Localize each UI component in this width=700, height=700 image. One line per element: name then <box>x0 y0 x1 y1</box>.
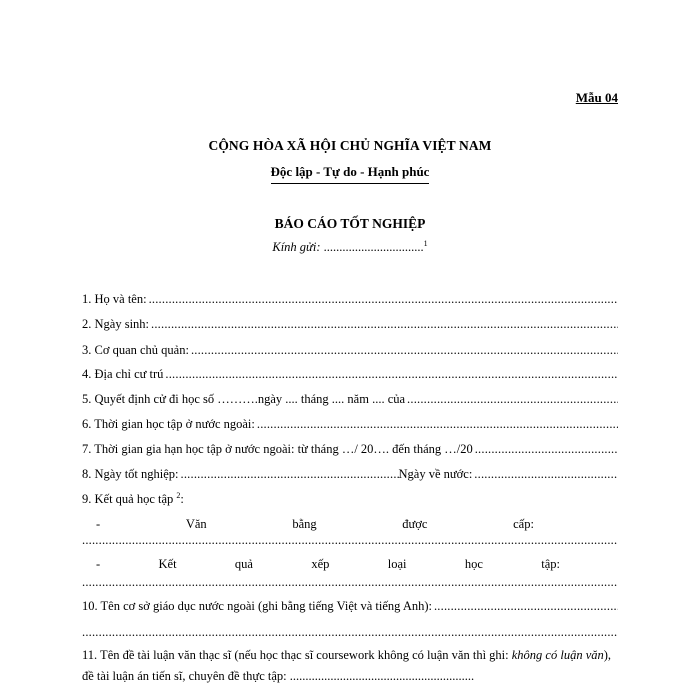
field-thesis-italic: không có luận văn <box>511 648 604 662</box>
fill-line[interactable] <box>82 532 618 548</box>
degree-word: được <box>402 517 428 531</box>
field-return-label: Ngày về nước: <box>398 467 473 481</box>
degree-word: cấp: <box>513 517 534 531</box>
fill-line[interactable] <box>82 574 618 590</box>
ranking-word: tập: <box>541 557 560 571</box>
fill-line[interactable] <box>191 342 618 358</box>
degree-word: Văn <box>185 517 207 531</box>
field-institution <box>82 598 618 614</box>
national-title: CỘNG HÒA XÃ HỘI CHỦ NGHĨA VIỆT NAM <box>208 138 492 153</box>
field-study-period-label: 6. Thời gian học tập ở nước ngoài: <box>82 417 255 431</box>
field-agency-label: 3. Cơ quan chủ quản: <box>82 343 189 357</box>
document-title: BÁO CÁO TỐT NGHIỆP <box>274 216 426 231</box>
fill-line[interactable] <box>434 598 618 614</box>
recipient-line <box>0 239 700 255</box>
field-results <box>82 491 184 507</box>
field-birth-date-label: 2. Ngày sinh: <box>82 317 150 331</box>
field-graduation <box>82 466 618 482</box>
recipient-dots: ................................ <box>323 240 424 254</box>
fill-line[interactable] <box>290 669 474 683</box>
field-thesis-label-end: ), đề tài luận án tiến sĩ, chuyên đề thực tập: <box>82 648 612 683</box>
ranking-word: - <box>96 557 101 571</box>
field-study-period <box>82 416 618 432</box>
fill-line[interactable] <box>475 441 618 457</box>
field-decision-label: 5. Quyết định cử đi học số ……….ngày .... tháng .... năm .... của <box>82 392 406 406</box>
field-address <box>82 366 618 382</box>
field-decision <box>82 391 618 407</box>
field-address-label: 4. Địa chỉ cư trú <box>82 367 164 381</box>
field-birth-date <box>82 316 618 332</box>
field-full-name-label: 1. Họ và tên: <box>82 292 147 306</box>
footnote-2: 2 <box>176 491 181 500</box>
fill-line[interactable] <box>407 391 618 407</box>
ranking-word: xếp <box>311 557 330 571</box>
fill-line[interactable] <box>165 366 618 382</box>
ranking-word: học <box>464 557 483 571</box>
ranking-line <box>96 556 560 572</box>
footnote-1: 1 <box>423 239 428 248</box>
degree-word: - <box>96 517 101 531</box>
fill-line[interactable] <box>149 291 618 307</box>
field-institution-label: 10. Tên cơ sở giáo dục nước ngoài (ghi bằng tiếng Việt và tiếng Anh): <box>82 599 432 613</box>
field-thesis <box>82 645 618 687</box>
recipient-label: Kính gửi: <box>272 240 324 254</box>
field-full-name <box>82 291 618 307</box>
national-motto: Độc lập - Tự do - Hạnh phúc <box>271 164 430 184</box>
field-results-colon: : <box>180 492 184 506</box>
degree-line <box>96 516 534 532</box>
ranking-word: loại <box>387 557 407 571</box>
fill-line[interactable] <box>474 466 618 482</box>
ranking-word: Kết <box>158 557 177 571</box>
ranking-word: quả <box>234 557 253 571</box>
form-code: Mẫu 04 <box>575 90 618 105</box>
fill-line[interactable] <box>82 624 618 640</box>
field-extension <box>82 441 618 457</box>
field-extension-label: 7. Thời gian gia hạn học tập ở nước ngoài: từ tháng …/ 20…. đến tháng …/20 <box>82 442 473 456</box>
field-thesis-label: 11. Tên đề tài luận văn thạc sĩ (nếu học thạc sĩ coursework không có luận văn thì ghi: <box>82 648 512 662</box>
motto-wrapper <box>0 164 700 184</box>
field-graduation-label: 8. Ngày tốt nghiệp: <box>82 467 179 481</box>
degree-word: bằng <box>292 517 317 531</box>
fill-line[interactable] <box>181 466 399 482</box>
field-results-label: 9. Kết quả học tập <box>82 492 177 506</box>
field-agency <box>82 342 618 358</box>
fill-line[interactable] <box>151 316 618 332</box>
fill-line[interactable] <box>257 416 618 432</box>
